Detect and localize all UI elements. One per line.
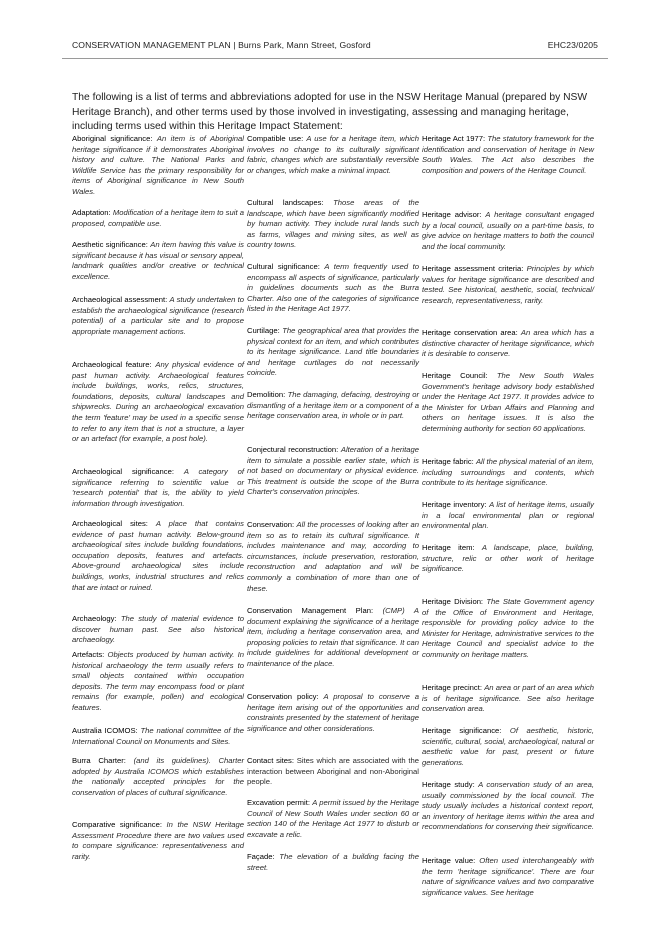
glossary-entry xyxy=(422,264,594,306)
glossary-definition: The New South Wales Government's heritage advisory body established under the Heritage Act 1977. It provides advice to the Minister for Urban Affairs and Planning and others on heritage issues. It is also the determining authority for section 60 applications. xyxy=(422,371,594,433)
glossary-entry xyxy=(247,198,419,251)
glossary-term: Demolition: xyxy=(247,390,286,399)
glossary-entry xyxy=(247,326,419,379)
glossary-definition: Sites which are associated with the interaction between Aboriginal and non-Aboriginal people. xyxy=(247,756,419,787)
glossary-term: Burra Charter: xyxy=(72,756,126,765)
glossary-term: Heritage fabric: xyxy=(422,457,474,466)
glossary-entry xyxy=(72,295,244,337)
glossary-definition: A term frequently used to encompass all aspects of significance, particularly in guidelines documents such as the Burra Charter. Also one of the categories of significance listed in the Heritage Act 1977. xyxy=(247,262,420,314)
glossary-definition: Modification of a heritage item to suit a proposed, compatible use. xyxy=(72,208,244,228)
glossary-definition: Alteration of a heritage item to simulate a possible earlier state, which is not based on documentary or physical evidence. This treatment is outside the scope of the Burra Charter's conservation principles. xyxy=(247,445,419,497)
glossary-entry xyxy=(247,756,419,788)
glossary-definition: (CMP) A document explaining the significance of a heritage item, including a heritage conservation area, and proposing policies to retain that significance. It can include guidelines for additional development or maintenance of the place. xyxy=(247,606,420,668)
glossary-entry xyxy=(72,360,244,445)
glossary-term: Adaptation: xyxy=(72,208,111,217)
glossary-definition: The geographical area that provides the physical context for an item, and which contributes to its heritage significance. Land title boundaries and heritage curtilages do not necessarily coincide. xyxy=(247,326,420,378)
glossary-definition: A list of heritage items, usually in a local environmental plan or regional environmental plan. xyxy=(422,500,594,531)
glossary-definition: Any physical evidence of past human activity. Archaeological features include buildings, works, relics, structures, foundations, deposits, cultural landscapes and shipwrecks. During an archaeological excavation the term 'feature' may be used in a specific sense to refer to any item that is not a structure, a layer or an artefact (for example, a post hole). xyxy=(72,360,245,444)
glossary-entry xyxy=(422,543,594,575)
glossary-definition: A place that contains evidence of past human activity. Below-ground archaeological sites include building foundations, occupation deposits, features and artefacts. Above-ground archaeological sites include buildings, works, industrial structures and relics that are intact or ruined. xyxy=(72,519,244,592)
glossary-term: Heritage value: xyxy=(422,856,476,865)
glossary-entry xyxy=(72,208,244,229)
glossary-entry xyxy=(422,597,594,661)
glossary-term: Heritage significance: xyxy=(422,726,502,735)
glossary-definition: The elevation of a building facing the street. xyxy=(247,852,419,872)
glossary-entry xyxy=(247,606,419,670)
glossary-entry xyxy=(247,134,419,176)
page-header xyxy=(72,40,598,54)
glossary-entry xyxy=(247,852,419,873)
glossary-definition: A conservation study of an area, usually commissioned by the local council. The study usually includes a historical context report, an inventory of heritage items within the area and recommendations for conserving their significance. xyxy=(422,780,594,832)
glossary-entry xyxy=(72,614,244,646)
glossary-entry xyxy=(247,390,419,422)
glossary-definition: Principles by which values for heritage significance are described and tested. See historical, aesthetic, social, technical/ research, representativeness, rarity. xyxy=(422,264,594,305)
glossary-entry xyxy=(422,457,594,489)
glossary-term: Artefacts: xyxy=(72,650,105,659)
glossary-definition: The damaging, defacing, destroying or dismantling of a heritage item or a component of a heritage conservation area, in whole or in part. xyxy=(247,390,419,421)
glossary-definition: A use for a heritage item, which involves no change to its culturally significant fabric, changes which are substantially reversible or changes, which make a minimal impact. xyxy=(247,134,419,175)
glossary-entry xyxy=(247,798,419,840)
glossary-definition: Those areas of the landscape, which have been significantly modified by human activity. They include rural lands such as farms, villages and mining sites, as well as country towns. xyxy=(247,198,420,250)
glossary-definition: A landscape, place, building, structure, relic or other work of heritage significance. xyxy=(422,543,594,574)
glossary-term: Archaeological feature: xyxy=(72,360,152,369)
glossary-definition: A proposal to conserve a heritage item arising out of the opportunities and constraints presented by the statement of heritage significance and other considerations. xyxy=(247,692,419,733)
glossary-term: Aesthetic significance: xyxy=(72,240,148,249)
glossary-entry xyxy=(422,371,594,435)
glossary-definition: An item having this value is significant because it has visual or sensory appeal, landmark qualities and/or creative or technical excellence. xyxy=(72,240,245,281)
glossary-entry xyxy=(422,210,594,252)
glossary-term: Conjectural reconstruction: xyxy=(247,445,339,454)
intro-paragraph: The following is a list of terms and abbreviations adopted for use in the NSW Heritage Manual (prepared by NSW Heritage Branch), and other terms used by those involved in investigating, assessing and managing heritage, including terms used within this Heritage Impact Statement: xyxy=(72,92,588,132)
glossary-entry xyxy=(422,683,594,715)
glossary-definition: The study of material evidence to discover human past. See also historical archaeology. xyxy=(72,614,245,645)
glossary-term: Aboriginal significance: xyxy=(72,134,153,143)
glossary-entry xyxy=(422,328,594,360)
glossary-entry xyxy=(422,500,594,532)
glossary-term: Contact sites: xyxy=(247,756,294,765)
document-title: CONSERVATION MANAGEMENT PLAN | Burns Park, Mann Street, Gosford xyxy=(72,40,371,50)
glossary-entry xyxy=(72,240,244,282)
glossary-term: Heritage Act 1977: xyxy=(422,134,486,143)
glossary-term: Archaeological assessment: xyxy=(72,295,168,304)
glossary-entry xyxy=(72,726,244,747)
glossary-entry xyxy=(72,467,244,509)
glossary-term: Archaeology: xyxy=(72,614,117,623)
glossary-entry xyxy=(247,445,419,498)
glossary-definition: All the processes of looking after an item so as to retain its cultural significance. It includes maintenance and may, according to circumstances, include preservation, restoration, reconstruction and adaptation and will be commonly a combination of more than one of these. xyxy=(247,520,420,593)
glossary-term: Heritage study: xyxy=(422,780,475,789)
glossary-entry xyxy=(72,756,244,798)
glossary-term: Heritage assessment criteria: xyxy=(422,264,524,273)
glossary-entry xyxy=(72,650,244,714)
glossary-term: Heritage Division: xyxy=(422,597,484,606)
glossary-term: Heritage conservation area: xyxy=(422,328,518,337)
glossary-definition: A permit issued by the Heritage Council of New South Wales under section 60 or section 140 of the Heritage Act 1977 to disturb or excavate a relic. xyxy=(247,798,420,839)
glossary-definition: An area or part of an area which is of heritage significance. See also heritage conservation area. xyxy=(422,683,595,714)
document-code: EHC23/0205 xyxy=(547,40,598,50)
glossary-term: Archaeological significance: xyxy=(72,467,174,476)
glossary-term: Heritage inventory: xyxy=(422,500,487,509)
glossary-definition: Often used interchangeably with the term 'heritage significance'. There are four nature of significance values and two comparative significance values. See heritage xyxy=(422,856,594,897)
glossary-term: Conservation: xyxy=(247,520,295,529)
glossary-term: Australia ICOMOS: xyxy=(72,726,138,735)
glossary-entry xyxy=(247,262,419,315)
glossary-definition: A category of significance referring to scientific value or 'research potential' that is, the ability to yield information through investigation. xyxy=(72,467,244,508)
glossary-definition: A study undertaken to establish the archaeological significance (research potential) of a particular site and to propose appropriate management actions. xyxy=(72,295,244,336)
glossary-term: Heritage advisor: xyxy=(422,210,482,219)
glossary-term: Conservation policy: xyxy=(247,692,319,701)
glossary-term: Heritage Council: xyxy=(422,371,488,380)
glossary-entry xyxy=(422,134,594,176)
glossary-definition: An area which has a distinctive character of heritage significance, which it is desirable to conserve. xyxy=(422,328,594,359)
glossary-term: Heritage precinct: xyxy=(422,683,482,692)
glossary-term: Conservation Management Plan: xyxy=(247,606,374,615)
glossary-definition: The national committee of the International Council on Monuments and Sites. xyxy=(72,726,244,746)
glossary-definition: Objects produced by human activity. In historical archaeology the term usually refers to small objects contained within occupation deposits. The term may encompass food or plant remains (for example, pollen) and ecological features. xyxy=(72,650,245,712)
glossary-definition: The statutory framework for the identification and conservation of heritage in New South Wales. The Act also describes the composition and powers of the Heritage Council. xyxy=(422,134,594,175)
glossary-entry xyxy=(422,856,594,898)
glossary-term: Excavation permit: xyxy=(247,798,310,807)
glossary-entry xyxy=(422,780,594,833)
glossary-entry xyxy=(247,520,419,594)
glossary-term: Cultural landscapes: xyxy=(247,198,324,207)
glossary-entry xyxy=(72,134,244,198)
glossary-definition: All the physical material of an item, including surroundings and contents, which contribute to its heritage significance. xyxy=(422,457,594,488)
glossary-definition: In the NSW Heritage Assessment Procedure there are two values used to compare significance: representativeness and rarity. xyxy=(72,820,245,861)
glossary-definition: An item is of Aboriginal heritage significance if it demonstrates Aboriginal history and culture. The National Parks and Wildlife Service has the primary responsibility for items of Aboriginal significance in New South Wales. xyxy=(72,134,245,196)
glossary-entry xyxy=(72,820,244,862)
glossary-term: Heritage item: xyxy=(422,543,475,552)
glossary-definition: (and its guidelines). Charter adopted by Australia ICOMOS which establishes the nationally accepted principles for the conservation of places of cultural significance. xyxy=(72,756,245,797)
glossary-term: Façade: xyxy=(247,852,275,861)
glossary-definition: A heritage consultant engaged by a local council, usually on a part-time basis, to give advice on heritage matters to both the council and the local community. xyxy=(422,210,594,251)
glossary-definition: Of aesthetic, historic, scientific, cultural, social, archaeological, natural or aesthetic value for past, present or future generations. xyxy=(422,726,594,767)
glossary-term: Curtilage: xyxy=(247,326,280,335)
glossary-columns xyxy=(72,134,612,934)
glossary-term: Cultural significance: xyxy=(247,262,320,271)
glossary-entry xyxy=(72,519,244,593)
glossary-term: Compatible use: xyxy=(247,134,304,143)
glossary-entry xyxy=(422,726,594,768)
header-divider xyxy=(62,58,608,59)
glossary-entry xyxy=(247,692,419,734)
glossary-definition: The State Government agency of the Office of Environment and Heritage, responsible for providing policy advice to the Minister for Heritage, administrative services to the Heritage Council and specialist advice to the community on heritage matters. xyxy=(422,597,594,659)
glossary-term: Comparative significance: xyxy=(72,820,162,829)
glossary-term: Archaeological sites: xyxy=(72,519,148,528)
